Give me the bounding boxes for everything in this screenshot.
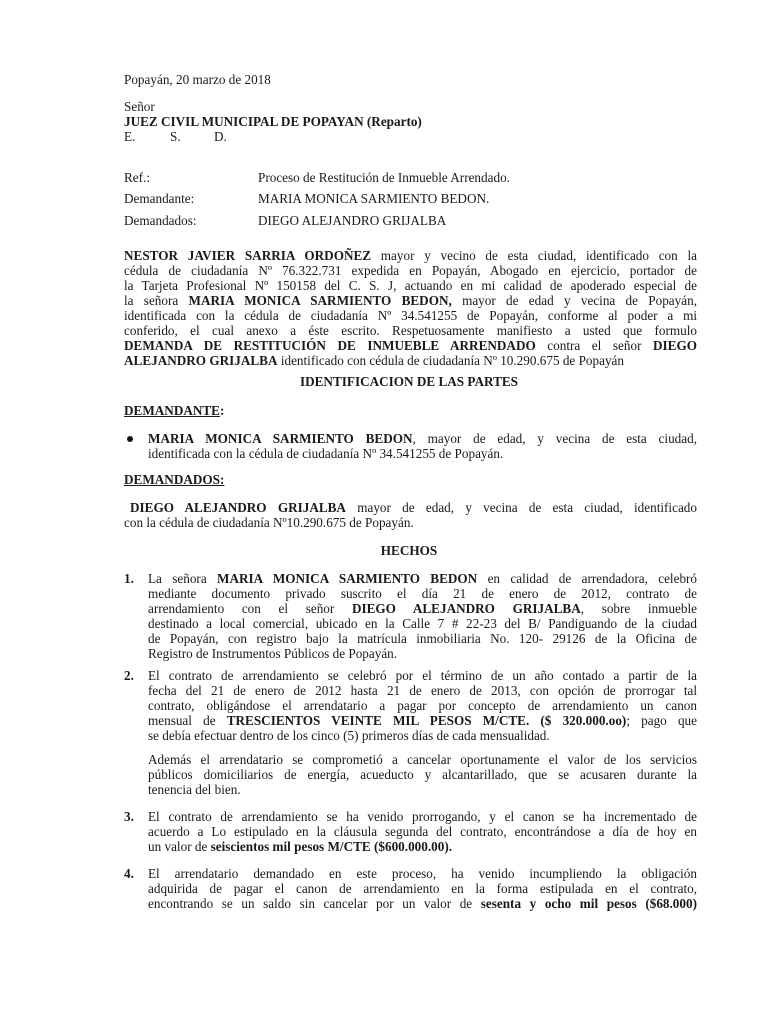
hecho-line: de Popayán, con registro bajo la matrícula inmobiliaria No. 120- 29126 de la Oficina de (148, 631, 697, 646)
demandados-label: Demandados: (124, 213, 197, 228)
hecho-line: El contrato de arrendamiento se celebró por el término de un año contado a partir de la (148, 668, 697, 683)
hecho-line: tenencia del bien. (148, 782, 241, 797)
intro-line: DEMANDA DE RESTITUCIÓN DE INMUEBLE ARRENDADO contra el señor DIEGO (124, 338, 697, 353)
hecho-line: Registro de Instrumentos Públicos de Popayán. (148, 646, 398, 661)
demandados-heading: DEMANDADOS: (124, 472, 225, 487)
demandados-detail: DIEGO ALEJANDRO GRIJALBA mayor de edad, y vecina de esta ciudad, identificado (130, 500, 697, 515)
greeting: Señor (124, 99, 155, 114)
place-date: Popayán, 20 marzo de 2018 (124, 72, 271, 87)
hecho-line: El arrendatario demandado en este proceso, ha venido incumpliendo la obligación (148, 866, 697, 881)
demandados-detail: con la cédula de ciudadanía Nº10.290.675 de Popayán. (124, 515, 414, 530)
hecho-number: 4. (124, 866, 134, 881)
intro-line: cédula de ciudadanía Nº 76.322.731 expedida en Popayán, Abogado en ejercicio, portador de (124, 263, 697, 278)
hecho-line: acuerdo a Lo estipulado en la cláusula segunda del contrato, encontrándose a día de hoy en (148, 824, 697, 839)
hecho-line: arrendamiento con el señor DIEGO ALEJANDRO GRIJALBA, sobre inmueble (148, 601, 698, 616)
section-heading-hechos: HECHOS (380, 543, 438, 558)
demandante-label: Demandante: (124, 191, 195, 206)
hecho-line: La señora MARIA MONICA SARMIENTO BEDON en calidad de arrendadora, celebró (148, 571, 698, 586)
intro-line: identificada con la cédula de ciudadanía Nº 34.541255 de Popayán, conforme al poder a mi (124, 308, 697, 323)
bullet-icon (127, 436, 133, 442)
hecho-line: fecha del 21 de enero de 2012 hasta 21 de enero de 2013, con opción de prorrogar tal (148, 683, 697, 698)
demandante-heading: DEMANDANTE: (124, 403, 225, 418)
demandados-value: DIEGO ALEJANDRO GRIJALBA (258, 213, 447, 228)
esd-d: D. (214, 129, 227, 144)
ref-value: Proceso de Restitución de Inmueble Arrendado. (258, 170, 510, 185)
demandante-detail: identificada con la cédula de ciudadanía Nº 34.541255 de Popayán. (148, 446, 504, 461)
ref-label: Ref.: (124, 170, 151, 185)
intro-line: la Tarjeta Profesional Nº 150158 del C. S. J, actuando en mi calidad de apoderado especial de (124, 278, 697, 293)
hecho-line: El contrato de arrendamiento se ha venido prorrogando, y el canon se ha incrementado de (148, 809, 697, 824)
section-heading-partes: IDENTIFICACION DE LAS PARTES (299, 374, 519, 389)
hecho-line: destinado a local comercial, ubicado en la Calle 7 # 22-23 del B/ Pandiguando de la ciudad (148, 616, 697, 631)
hecho-number: 2. (124, 668, 134, 683)
hecho-line: encontrando se un saldo sin cancelar por un valor de sesenta y ocho mil pesos ($68.000) (148, 896, 697, 911)
hecho-line: adquirida de pagar el canon de arrendamiento en la forma estipulada en el contrato, (148, 881, 697, 896)
demandante-value: MARIA MONICA SARMIENTO BEDON. (258, 191, 490, 206)
intro-line: NESTOR JAVIER SARRIA ORDOÑEZ mayor y vecino de esta ciudad, identificado con la (124, 248, 697, 263)
addressee: JUEZ CIVIL MUNICIPAL DE POPAYAN (Reparto) (124, 114, 422, 129)
hecho-line: se debía efectuar dentro de los cinco (5) primeros días de cada mensualidad. (148, 728, 550, 743)
hecho-line: mensual de TRESCIENTOS VEINTE MIL PESOS M/CTE. ($ 320.000.oo); pago que (148, 713, 697, 728)
hecho-number: 1. (124, 571, 134, 586)
hecho-line: Además el arrendatario se comprometió a cancelar oportunamente el valor de los servicios (148, 752, 697, 767)
demandante-detail: MARIA MONICA SARMIENTO BEDON, mayor de edad, y vecina de esta ciudad, (148, 431, 697, 446)
hecho-line: contrato, obligándose el arrendatario a pagar por concepto de arrendamiento un canon (148, 698, 697, 713)
intro-line: la señora MARIA MONICA SARMIENTO BEDON, mayor de edad y vecina de Popayán, (124, 293, 698, 308)
esd-e: E. (124, 129, 136, 144)
intro-line: conferido, el cual anexo a éste escrito. Respetuosamente manifiesto a usted que formulo (124, 323, 697, 338)
esd-s: S. (170, 129, 181, 144)
intro-line: ALEJANDRO GRIJALBA identificado con cédula de ciudadanía Nº 10.290.675 de Popayán (124, 353, 625, 368)
hecho-line: un valor de seiscientos mil pesos M/CTE ($600.000.00). (148, 839, 453, 854)
hecho-line: mediante documento privado suscrito el día 21 de enero de 2012, contrato de (148, 586, 697, 601)
hecho-line: públicos domiciliarios de energía, acueducto y alcantarillado, que se acusaren durante la (148, 767, 697, 782)
hecho-number: 3. (124, 809, 134, 824)
